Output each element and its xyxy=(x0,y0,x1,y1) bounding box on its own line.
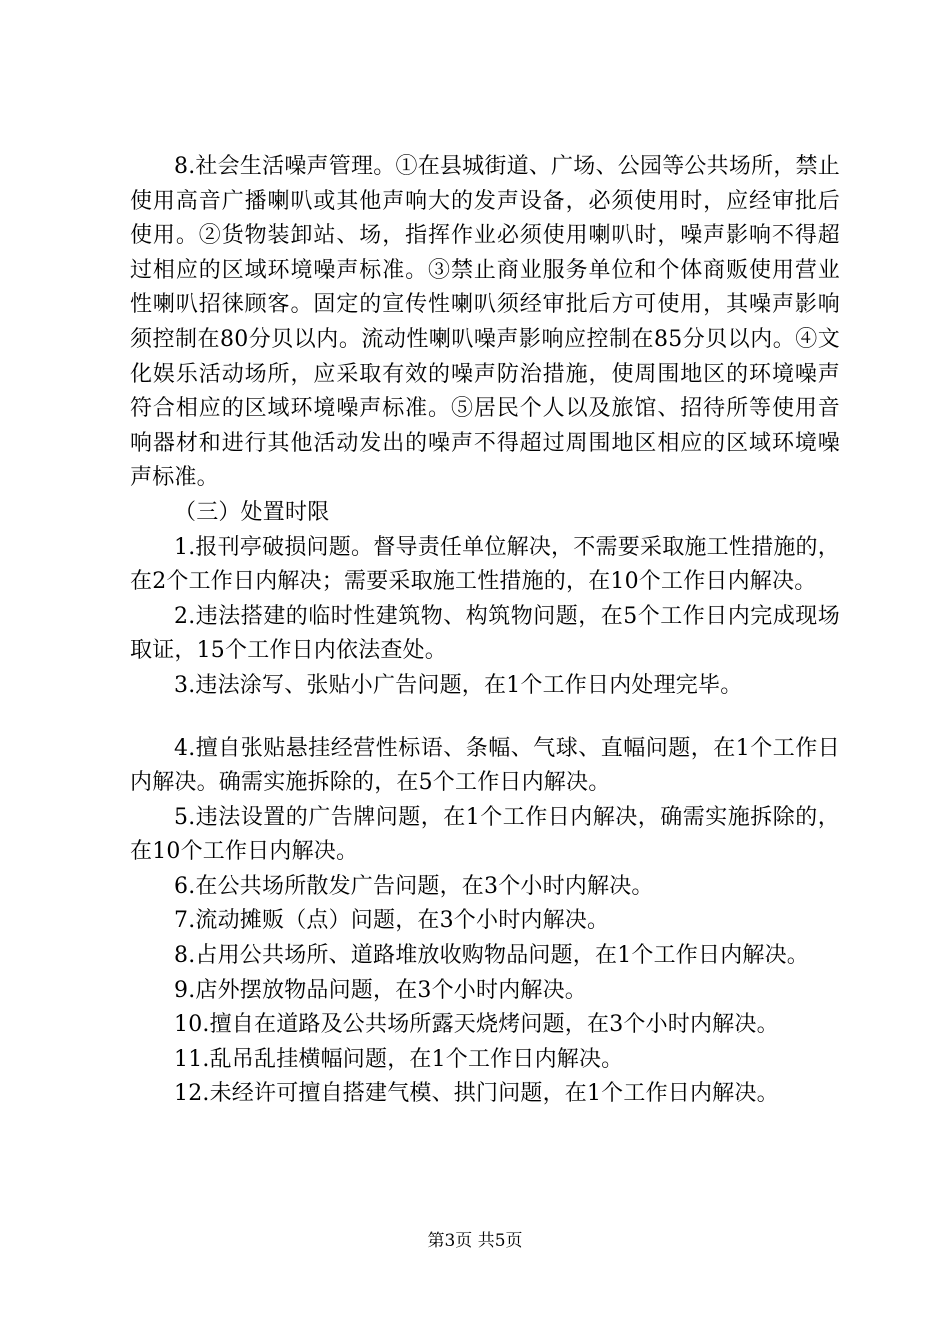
paragraph-item-7: 7.流动摊贩（点）问题，在3个小时内解决。 xyxy=(174,908,610,934)
paragraph-item-5: 5.违法设置的广告牌问题，在1个工作日内解决，确需实施拆除的，在10个工作日内解决。 xyxy=(130,804,840,865)
paragraph-item-10: 10.擅自在道路及公共场所露天烧烤问题，在3个小时内解决。 xyxy=(174,1012,779,1038)
paragraph-item-4: 4.擅自张贴悬挂经营性标语、条幅、气球、直幅问题，在1个工作日内解决。确需实施拆除的，在5个工作日内解决。 xyxy=(130,735,840,796)
paragraph-item-12: 12.未经许可擅自搭建气模、拱门问题，在1个工作日内解决。 xyxy=(174,1081,779,1107)
paragraph-item-6: 6.在公共场所散发广告问题，在3个小时内解决。 xyxy=(174,873,654,899)
paragraph-item-1: 1.报刊亭破损问题。督导责任单位解决，不需要采取施工性措施的，在2个工作日内解决；需要采取施工性措施的，在10个工作日内解决。 xyxy=(130,534,840,595)
paragraph-item-3: 3.违法涂写、张贴小广告问题，在1个工作日内处理完毕。 xyxy=(174,672,743,698)
paragraph-item-2: 2.违法搭建的临时性建筑物、构筑物问题，在5个工作日内完成现场取证，15个工作日内依法查处。 xyxy=(130,603,840,664)
page-number-label: 第3页 共5页 xyxy=(427,1231,523,1251)
paragraph-item-11: 11.乱吊乱挂横幅问题，在1个工作日内解决。 xyxy=(174,1046,624,1072)
section-heading-deadline: （三）处置时限 xyxy=(174,499,330,525)
paragraph-item-9: 9.店外摆放物品问题，在3个小时内解决。 xyxy=(174,977,587,1003)
paragraph-noise-management: 8.社会生活噪声管理。①在县城街道、广场、公园等公共场所，禁止使用高音广播喇叭或其他声响大的发声设备，必须使用时，应经审批后使用。②货物装卸站、场，指挥作业必须使用喇叭时，噪声影响不得超过相应的区域环境噪声标准。③禁止商业服务单位和个体商贩使用营业性喇叭招徕顾客。固定的宣传性喇叭须经审批后方可使用，其噪声影响须控制在80分贝以内。流动性喇叭噪声影响应控制在85分贝以内。④文化娱乐活动场所，应采取有效的噪声防治措施，使周围地区的环境噪声符合相应的区域环境噪声标准。⑤居民个人以及旅馆、招待所等使用音响器材和进行其他活动发出的噪声不得超过周围地区相应的区域环境噪声标准。 xyxy=(130,154,840,491)
paragraph-item-8: 8.占用公共场所、道路堆放收购物品问题，在1个工作日内解决。 xyxy=(174,943,809,969)
document-body xyxy=(130,150,840,1112)
page-footer xyxy=(0,1230,950,1252)
